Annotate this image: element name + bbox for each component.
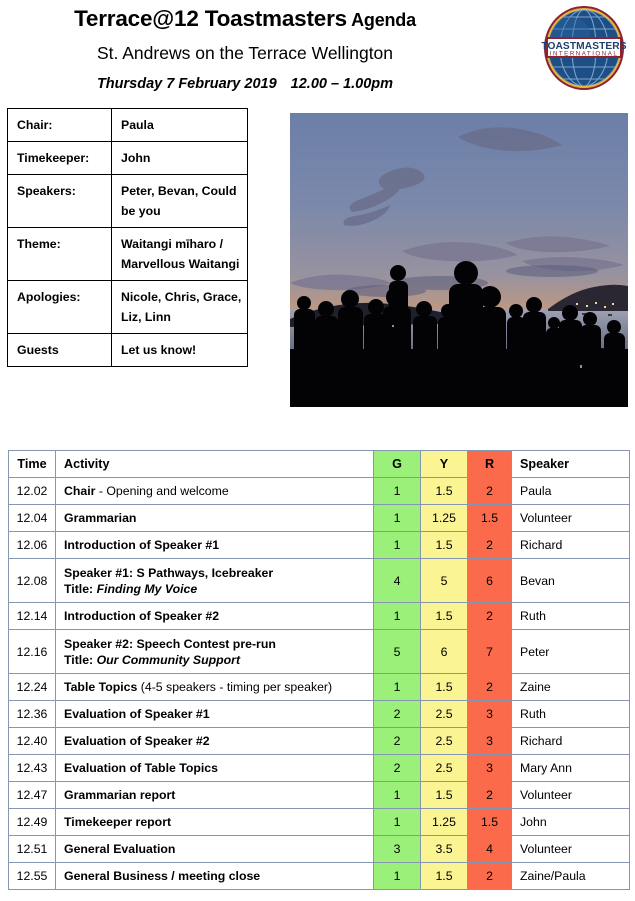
row-speaker: Richard bbox=[512, 532, 630, 559]
row-activity-subtitle-value: Finding My Voice bbox=[96, 581, 198, 596]
row-speaker: Ruth bbox=[512, 701, 630, 728]
row-activity bbox=[56, 809, 374, 836]
row-activity bbox=[56, 532, 374, 559]
table-row bbox=[9, 836, 630, 863]
detail-value-timekeeper: John bbox=[112, 142, 248, 175]
row-time: 12.24 bbox=[9, 674, 56, 701]
row-activity-bold: Evaluation of Table Topics bbox=[64, 761, 218, 775]
page-title bbox=[0, 6, 490, 33]
row-green: 1 bbox=[374, 478, 421, 505]
detail-value-apologies: Nicole, Chris, Grace, Liz, Linn bbox=[112, 281, 248, 334]
row-activity bbox=[56, 836, 374, 863]
page-title-main: Terrace@12 Toastmasters bbox=[74, 6, 347, 31]
row-green: 1 bbox=[374, 603, 421, 630]
row-red: 3 bbox=[468, 728, 512, 755]
row-red: 2 bbox=[468, 863, 512, 890]
row-activity-subtitle bbox=[64, 653, 373, 667]
page-subtitle: St. Andrews on the Terrace Wellington bbox=[96, 43, 394, 63]
row-yellow: 1.5 bbox=[421, 863, 468, 890]
row-green: 3 bbox=[374, 836, 421, 863]
row-activity bbox=[56, 782, 374, 809]
row-activity-plain: (4-5 speakers - timing per speaker) bbox=[137, 680, 333, 694]
row-yellow: 2.5 bbox=[421, 728, 468, 755]
row-activity bbox=[56, 630, 374, 674]
table-row bbox=[8, 228, 248, 281]
row-activity-plain: - Opening and welcome bbox=[95, 484, 229, 498]
row-activity-bold: Speaker #1: S Pathways, Icebreaker bbox=[64, 565, 274, 580]
row-red: 2 bbox=[468, 782, 512, 809]
row-time: 12.43 bbox=[9, 755, 56, 782]
row-yellow: 1.25 bbox=[421, 505, 468, 532]
row-time: 12.04 bbox=[9, 505, 56, 532]
row-activity-bold: Chair bbox=[64, 484, 96, 498]
row-activity-bold: Timekeeper report bbox=[64, 815, 172, 829]
table-row bbox=[9, 728, 630, 755]
row-time: 12.40 bbox=[9, 728, 56, 755]
detail-label-theme: Theme: bbox=[8, 228, 112, 281]
meeting-time: 12.00 – 1.00pm bbox=[290, 76, 394, 92]
row-time: 12.14 bbox=[9, 603, 56, 630]
table-row bbox=[9, 478, 630, 505]
row-speaker: Zaine/Paula bbox=[512, 863, 630, 890]
row-yellow: 2.5 bbox=[421, 701, 468, 728]
agenda-table-body bbox=[9, 478, 630, 890]
row-activity bbox=[56, 505, 374, 532]
table-row bbox=[8, 281, 248, 334]
agenda-header-row bbox=[9, 451, 630, 478]
row-activity bbox=[56, 863, 374, 890]
sunrise-silhouette-photo bbox=[290, 113, 628, 407]
row-red: 2 bbox=[468, 674, 512, 701]
row-activity bbox=[56, 478, 374, 505]
row-speaker: Richard bbox=[512, 728, 630, 755]
row-red: 6 bbox=[468, 559, 512, 603]
logo-text-bottom: INTERNATIONAL bbox=[549, 50, 619, 58]
row-green: 4 bbox=[374, 559, 421, 603]
row-activity-bold: General Evaluation bbox=[64, 842, 176, 856]
row-activity-bold: Introduction of Speaker #2 bbox=[64, 609, 220, 623]
row-green: 1 bbox=[374, 532, 421, 559]
row-red: 2 bbox=[468, 603, 512, 630]
row-green: 2 bbox=[374, 755, 421, 782]
page-header bbox=[0, 0, 635, 108]
row-green: 5 bbox=[374, 630, 421, 674]
row-time: 12.47 bbox=[9, 782, 56, 809]
row-time: 12.16 bbox=[9, 630, 56, 674]
row-red: 7 bbox=[468, 630, 512, 674]
row-yellow: 6 bbox=[421, 630, 468, 674]
detail-label-speakers: Speakers: bbox=[8, 175, 112, 228]
row-red: 2 bbox=[468, 532, 512, 559]
row-time: 12.36 bbox=[9, 701, 56, 728]
row-activity bbox=[56, 755, 374, 782]
detail-label-timekeeper: Timekeeper: bbox=[8, 142, 112, 175]
table-row bbox=[8, 334, 248, 367]
detail-label-chair: Chair: bbox=[8, 109, 112, 142]
table-row bbox=[9, 532, 630, 559]
row-time: 12.02 bbox=[9, 478, 56, 505]
row-green: 1 bbox=[374, 809, 421, 836]
row-activity-bold: Table Topics bbox=[64, 680, 138, 694]
row-yellow: 1.5 bbox=[421, 782, 468, 809]
table-row bbox=[9, 782, 630, 809]
detail-value-chair: Paula bbox=[112, 109, 248, 142]
column-header-speaker: Speaker bbox=[512, 451, 630, 478]
row-activity-subtitle-label: Title: bbox=[64, 652, 97, 667]
row-yellow: 1.5 bbox=[421, 603, 468, 630]
meeting-datetime bbox=[0, 75, 490, 93]
row-activity-subtitle bbox=[64, 582, 373, 596]
row-activity-bold: Introduction of Speaker #1 bbox=[64, 538, 220, 552]
row-activity-bold: Evaluation of Speaker #2 bbox=[64, 734, 210, 748]
row-activity bbox=[56, 728, 374, 755]
row-green: 1 bbox=[374, 782, 421, 809]
page-title-suffix: Agenda bbox=[346, 10, 416, 30]
row-red: 4 bbox=[468, 836, 512, 863]
detail-value-guests: Let us know! bbox=[112, 334, 248, 367]
row-yellow: 1.5 bbox=[421, 674, 468, 701]
detail-value-speakers: Peter, Bevan, Could be you bbox=[112, 175, 248, 228]
table-row bbox=[8, 142, 248, 175]
row-yellow: 1.25 bbox=[421, 809, 468, 836]
row-time: 12.55 bbox=[9, 863, 56, 890]
row-activity-bold: Speaker #2: Speech Contest pre-run bbox=[64, 636, 276, 651]
row-red: 2 bbox=[468, 478, 512, 505]
table-row bbox=[9, 701, 630, 728]
column-header-red: R bbox=[468, 451, 512, 478]
table-row bbox=[8, 109, 248, 142]
row-green: 1 bbox=[374, 863, 421, 890]
column-header-activity: Activity bbox=[56, 451, 374, 478]
row-time: 12.51 bbox=[9, 836, 56, 863]
table-row bbox=[9, 505, 630, 532]
logo-text-top: TOASTMASTERS bbox=[541, 40, 627, 52]
row-time: 12.06 bbox=[9, 532, 56, 559]
row-yellow: 3.5 bbox=[421, 836, 468, 863]
table-row bbox=[9, 809, 630, 836]
row-time: 12.49 bbox=[9, 809, 56, 836]
meeting-details-table bbox=[7, 108, 248, 367]
row-speaker: Zaine bbox=[512, 674, 630, 701]
table-row bbox=[9, 559, 630, 603]
row-activity bbox=[56, 559, 374, 603]
row-yellow: 2.5 bbox=[421, 755, 468, 782]
row-activity bbox=[56, 674, 374, 701]
row-activity-bold: General Business / meeting close bbox=[64, 869, 261, 883]
row-red: 1.5 bbox=[468, 505, 512, 532]
details-band bbox=[0, 108, 635, 438]
row-activity-subtitle-value: Our Community Support bbox=[96, 652, 241, 667]
row-green: 1 bbox=[374, 505, 421, 532]
row-activity-bold: Grammarian report bbox=[64, 788, 176, 802]
row-activity-bold: Grammarian bbox=[64, 511, 137, 525]
agenda-table-head bbox=[9, 451, 630, 478]
row-speaker: Mary Ann bbox=[512, 755, 630, 782]
row-yellow: 1.5 bbox=[421, 532, 468, 559]
row-green: 1 bbox=[374, 674, 421, 701]
row-green: 2 bbox=[374, 701, 421, 728]
table-row bbox=[9, 674, 630, 701]
row-activity bbox=[56, 603, 374, 630]
table-row bbox=[9, 863, 630, 890]
column-header-time: Time bbox=[9, 451, 56, 478]
row-time: 12.08 bbox=[9, 559, 56, 603]
table-row bbox=[8, 175, 248, 228]
row-speaker: Volunteer bbox=[512, 782, 630, 809]
detail-value-theme: Waitangi mīharo / Marvellous Waitangi bbox=[112, 228, 248, 281]
row-red: 1.5 bbox=[468, 809, 512, 836]
meeting-date: Thursday 7 February 2019 bbox=[96, 76, 277, 92]
row-yellow: 5 bbox=[421, 559, 468, 603]
table-row bbox=[9, 630, 630, 674]
row-activity-subtitle-label: Title: bbox=[64, 581, 97, 596]
row-red: 3 bbox=[468, 755, 512, 782]
row-speaker: Volunteer bbox=[512, 836, 630, 863]
row-speaker: Paula bbox=[512, 478, 630, 505]
row-activity bbox=[56, 701, 374, 728]
title-block bbox=[0, 0, 490, 93]
agenda-table-wrap bbox=[8, 450, 629, 890]
detail-label-apologies: Apologies: bbox=[8, 281, 112, 334]
table-row bbox=[9, 603, 630, 630]
table-row bbox=[9, 755, 630, 782]
row-speaker: Bevan bbox=[512, 559, 630, 603]
column-header-green: G bbox=[374, 451, 421, 478]
detail-label-guests: Guests bbox=[8, 334, 112, 367]
agenda-table bbox=[8, 450, 630, 890]
meeting-details-body bbox=[8, 109, 248, 367]
row-red: 3 bbox=[468, 701, 512, 728]
row-green: 2 bbox=[374, 728, 421, 755]
toastmasters-logo-icon bbox=[540, 4, 628, 92]
row-yellow: 1.5 bbox=[421, 478, 468, 505]
row-speaker: Volunteer bbox=[512, 505, 630, 532]
column-header-yellow: Y bbox=[421, 451, 468, 478]
row-speaker: Peter bbox=[512, 630, 630, 674]
row-speaker: Ruth bbox=[512, 603, 630, 630]
row-activity-bold: Evaluation of Speaker #1 bbox=[64, 707, 210, 721]
row-speaker: John bbox=[512, 809, 630, 836]
